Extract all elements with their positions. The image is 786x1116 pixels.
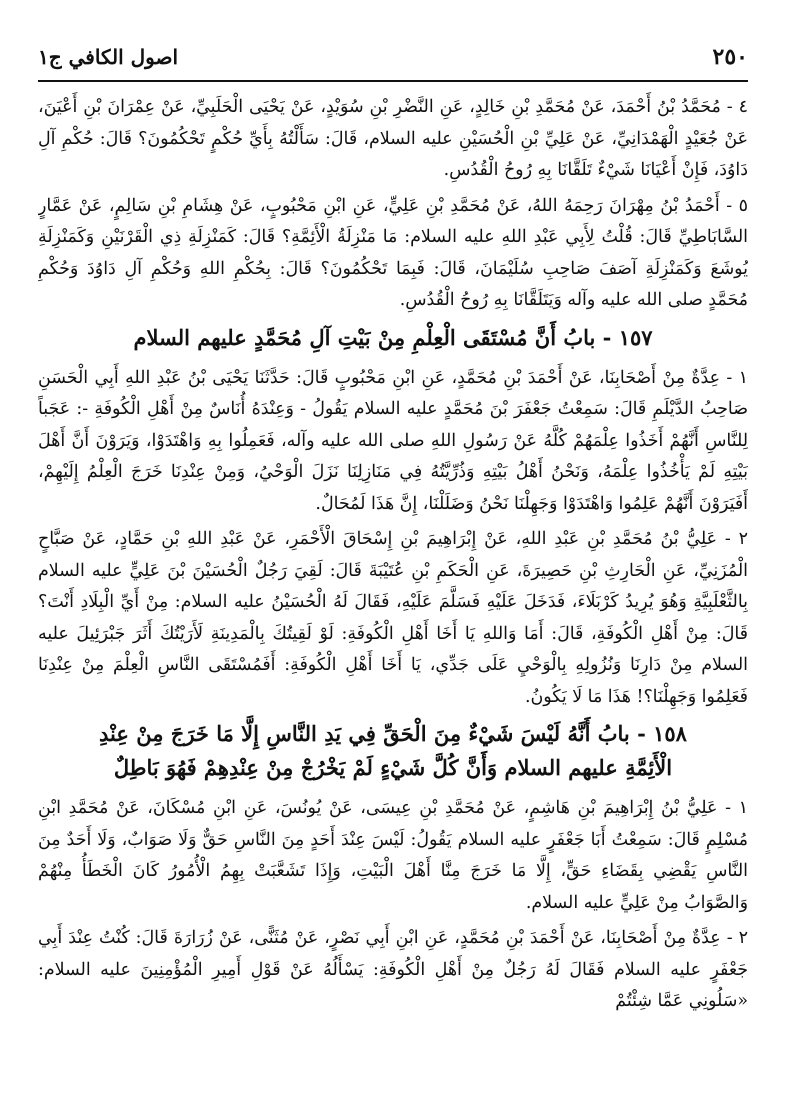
running-head <box>38 40 748 74</box>
hadith-paragraph: ٢ - عَلِيُّ بْنُ مُحَمَّدِ بْنِ عَبْدِ اللهِ، عَنْ إِبْرَاهِيمَ بْنِ إِسْحَاقَ الْأَحْمَرِ، عَنْ عَبْدِ اللهِ بْنِ حَمَّادٍ، عَنْ صَبَّاحٍ الْمُزَنِيِّ، عَنِ الْحَارِثِ بْنِ حَصِيرَةَ، عَنِ الْحَكَمِ بْنِ عُتَيْبَةَ قَالَ: لَقِيَ رَجُلٌ الْحُسَيْنَ بْنَ عَلِيٍّ عليه السلام بِالثَّعْلَبِيَّةِ وَهُوَ يُرِيدُ كَرْبَلَاءَ، فَدَخَلَ عَلَيْهِ فَسَلَّمَ عَلَيْهِ، فَقَالَ لَهُ الْحُسَيْنُ عليه السلام: مِنْ أَيِّ الْبِلَادِ أَنْتَ؟ قَالَ: مِنْ أَهْلِ الْكُوفَةِ، قَالَ: أَمَا وَاللهِ يَا أَخَا أَهْلِ الْكُوفَةِ: لَوْ لَقِيتُكَ بِالْمَدِينَةِ لَأَرَيْتُكَ أَثَرَ جَبْرَئِيلَ عليه السلام مِنْ دَارِنَا وَنُزُولِهِ بِالْوَحْيِ عَلَى جَدِّي، يَا أَخَا أَهْلِ الْكُوفَةِ: أَفَمُسْتَقَى النَّاسِ الْعِلْمَ مِنْ عِنْدِنَا فَعَلِمُوا وَجَهِلْنَا؟! هَذَا مَا لَا يَكُونُ. <box>38 529 748 707</box>
hadith-paragraph: ٤ - مُحَمَّدُ بْنُ أَحْمَدَ، عَنْ مُحَمَّدِ بْنِ خَالِدٍ، عَنِ النَّضْرِ بْنِ سُوَيْدٍ، عَنْ يَحْيَى الْحَلَبِيِّ، عَنْ عِمْرَانَ بْنِ أَعْيَنَ، عَنْ جُعَيْدٍ الْهَمْدَانِيِّ، عَنْ عَلِيِّ بْنِ الْحُسَيْنِ عليه السلام، قَالَ: سَأَلْتُهُ بِأَيِّ حُكْمٍ تَحْكُمُونَ؟ قَالَ: حُكْمِ آلِ دَاوُدَ، فَإِنْ أَعْيَانَا شَيْءٌ تَلَقَّانَا بِهِ رُوحُ الْقُدُسِ. <box>38 97 748 180</box>
page-body <box>38 92 748 1108</box>
chapter-heading-158 <box>38 717 748 785</box>
hadith-paragraph: ٥ - أَحْمَدُ بْنُ مِهْرَانَ رَحِمَهُ اللهُ، عَنْ مُحَمَّدِ بْنِ عَلِيٍّ، عَنِ ابْنِ مَحْبُوبٍ، عَنْ هِشَامِ بْنِ سَالِمٍ، عَنْ عَمَّارٍ السَّابَاطِيِّ قَالَ: قُلْتُ لِأَبِي عَبْدِ اللهِ عليه السلام: مَا مَنْزِلَةُ الْأَئِمَّةِ؟ قَالَ: كَمَنْزِلَةِ ذِي الْقَرْنَيْنِ وَكَمَنْزِلَةِ يُوشَعَ وَكَمَنْزِلَةِ آصَفَ صَاحِبِ سُلَيْمَانَ، قَالَ: فَبِمَا تَحْكُمُونَ؟ قَالَ: بِحُكْمِ اللهِ وَحُكْمِ آلِ دَاوُدَ وَحُكْمِ مُحَمَّدٍ صلى الله عليه وآله وَيَتَلَقَّانَا بِهِ رُوحُ الْقُدُسِ. <box>38 195 748 310</box>
hadith-paragraph: ١ - عَلِيُّ بْنُ إِبْرَاهِيمَ بْنِ هَاشِمٍ، عَنْ مُحَمَّدِ بْنِ عِيسَى، عَنْ يُونُسَ، عَنِ ابْنِ مُسْكَانَ، عَنْ مُحَمَّدِ ابْنِ مُسْلِمٍ قَالَ: سَمِعْتُ أَبَا جَعْفَرٍ عليه السلام يَقُولُ: لَيْسَ عِنْدَ أَحَدٍ مِنَ النَّاسِ حَقٌّ وَلَا صَوَابٌ، وَلَا أَحَدٌ مِنَ النَّاسِ يَقْضِي بِقَضَاءِ حَقٍّ، إِلَّا مَا خَرَجَ مِنَّا أَهْلَ الْبَيْتِ، وَإِذَا تَشَعَّبَتْ بِهِمُ الْأُمُورُ كَانَ الْخَطَأُ مِنْهُمْ وَالصَّوَابُ مِنْ عَلِيٍّ عليه السلام. <box>38 798 748 913</box>
header-rule <box>38 80 748 82</box>
page-number: ٢٥٠ <box>712 44 748 70</box>
hadith-paragraph: ١ - عِدَّةٌ مِنْ أَصْحَابِنَا، عَنْ أَحْمَدَ بْنِ مُحَمَّدٍ، عَنِ ابْنِ مَحْبُوبٍ قَالَ: حَدَّثَنَا يَحْيَى بْنُ عَبْدِ اللهِ أَبِي الْحَسَنِ صَاحِبُ الدَّيْلَمِ قَالَ: سَمِعْتُ جَعْفَرَ بْنَ مُحَمَّدٍ عليه السلام يَقُولُ - وَعِنْدَهُ أُنَاسٌ مِنْ أَهْلِ الْكُوفَةِ -: عَجَباً لِلنَّاسِ أَنَّهُمْ أَخَذُوا عِلْمَهُمْ كُلَّهُ عَنْ رَسُولِ اللهِ صلى الله عليه وآله، فَعَمِلُوا بِهِ وَاهْتَدَوْا، وَيَرَوْنَ أَنَّ أَهْلَ بَيْتِهِ لَمْ يَأْخُذُوا عِلْمَهُ، وَنَحْنُ أَهْلُ بَيْتِهِ وَذُرِّيَّتُهُ فِي مَنَازِلِنَا نَزَلَ الْوَحْيُ، وَمِنْ عِنْدِنَا خَرَجَ الْعِلْمُ إِلَيْهِمْ، أَفَيَرَوْنَ أَنَّهُمْ عَلِمُوا وَاهْتَدَوْا وَجَهِلْنَا نَحْنُ وَضَلَلْنَا، إِنَّ هَذَا لَمُحَالٌ. <box>38 367 748 514</box>
hadith-paragraph: ٢ - عِدَّةٌ مِنْ أَصْحَابِنَا، عَنْ أَحْمَدَ بْنِ مُحَمَّدٍ، عَنِ ابْنِ أَبِي نَصْرٍ، عَنْ مُثَنًّى، عَنْ زُرَارَةَ قَالَ: كُنْتُ عِنْدَ أَبِي جَعْفَرٍ عليه السلام فَقَالَ لَهُ رَجُلٌ مِنْ أَهْلِ الْكُوفَةِ: يَسْأَلُهُ عَنْ قَوْلِ أَمِيرِ الْمُؤْمِنِينَ عليه السلام: «سَلُونِي عَمَّا شِئْتُمْ <box>38 928 748 1011</box>
chapter-heading-line: ١٥٨ - بابُ أَنَّهُ لَيْسَ شَيْءٌ مِنَ الْحَقِّ فِي يَدِ النَّاسِ إِلَّا مَا خَرَجَ مِنْ عِنْدِ <box>99 721 687 746</box>
chapter-heading-157: ١٥٧ - بابُ أَنَّ مُسْتَقَى الْعِلْمِ مِنْ بَيْتِ آلِ مُحَمَّدٍ عليهم السلام <box>133 324 653 350</box>
chapter-heading-line: الْأَئِمَّةِ عليهم السلام وَأَنَّ كُلَّ شَيْءٍ لَمْ يَخْرُجْ مِنْ عِنْدِهِمْ فَهُوَ بَاطِلٌ <box>113 755 673 780</box>
book-title: اصول الكافي ج١ <box>38 45 179 69</box>
